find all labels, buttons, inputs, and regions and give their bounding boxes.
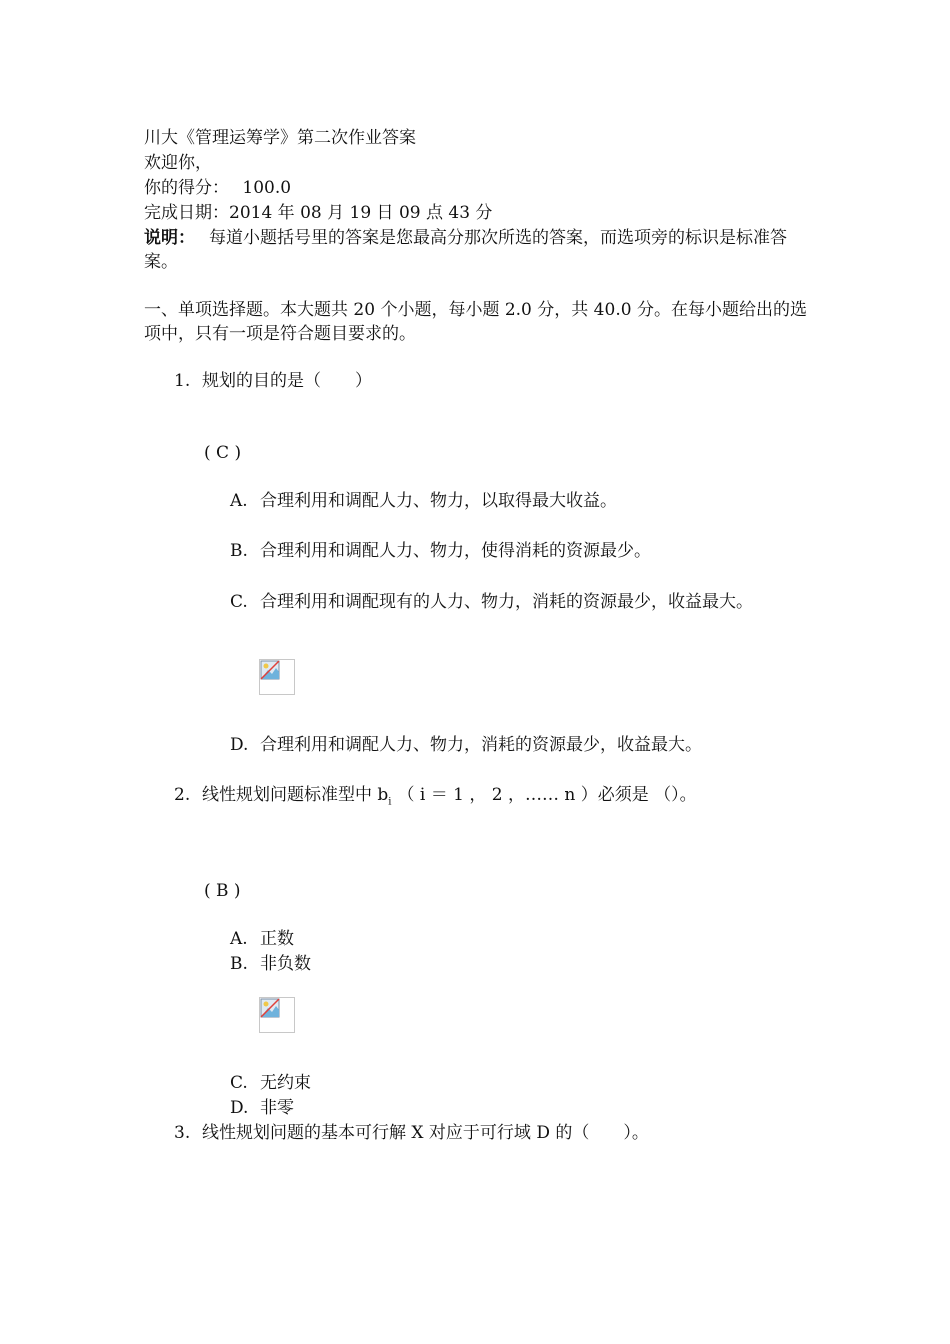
document-title: 川大《管理运筹学》第二次作业答案 <box>144 128 416 148</box>
broken-image-icon <box>259 659 295 695</box>
option-text: 非负数 <box>260 954 311 974</box>
option-letter: C. <box>230 1073 248 1093</box>
note-paragraph <box>144 226 812 274</box>
option-text: 合理利用和调配现有的人力、物力，消耗的资源最少，收益最大。 <box>260 592 753 612</box>
selected-answer-1: ( C ) <box>204 443 242 463</box>
note-text: 每道小题括号里的答案是您最高分那次所选的答案，而选项旁的标识是标准答案。 <box>144 228 787 272</box>
option-2a <box>230 927 294 951</box>
option-letter: B. <box>230 541 248 561</box>
question-number: 2. <box>174 785 191 805</box>
question-1 <box>174 369 372 393</box>
option-letter: C. <box>230 592 248 612</box>
option-2b <box>230 952 311 976</box>
score-value: 100.0 <box>242 178 292 198</box>
question-text-rest: （ i ＝ 1 ， 2 ，…… n ）必须是 （）。 <box>397 785 697 805</box>
option-letter: A. <box>230 929 248 949</box>
question-2 <box>174 783 697 814</box>
option-2c <box>230 1071 311 1095</box>
selected-answer-2: ( B ) <box>204 881 241 901</box>
option-text: 正数 <box>260 929 294 949</box>
note-label: 说明： <box>144 228 195 248</box>
option-letter: B. <box>230 954 248 974</box>
question-text: 线性规划问题的基本可行解 X 对应于可行域 D 的（ ）。 <box>202 1123 649 1143</box>
option-letter: D. <box>230 1098 249 1118</box>
question-text: 规划的目的是（ ） <box>202 371 372 391</box>
option-text: 合理利用和调配人力、物力，消耗的资源最少，收益最大。 <box>260 735 702 755</box>
option-letter: D. <box>230 735 249 755</box>
option-text: 合理利用和调配人力、物力，使得消耗的资源最少。 <box>260 541 651 561</box>
broken-image-icon <box>259 997 295 1033</box>
option-text: 合理利用和调配人力、物力，以取得最大收益。 <box>260 491 617 511</box>
option-1b <box>230 539 651 563</box>
option-letter: A. <box>230 491 248 511</box>
question-number: 1. <box>174 371 191 391</box>
option-text: 非零 <box>260 1098 294 1118</box>
welcome-text: 欢迎你， <box>144 153 212 173</box>
question-number: 3. <box>174 1123 191 1143</box>
option-2d <box>230 1096 294 1120</box>
score-line <box>144 176 291 200</box>
section-heading: 一、单项选择题。本大题共 20 个小题，每小题 2.0 分，共 40.0 分。在每小题给出的选项中，只有一项是符合题目要求的。 <box>144 300 807 344</box>
question-text-subscript: i <box>388 796 392 808</box>
option-text: 无约束 <box>260 1073 311 1093</box>
option-1c <box>230 590 753 614</box>
option-1a <box>230 489 617 513</box>
question-3 <box>174 1121 649 1145</box>
score-label: 你的得分： <box>144 178 229 198</box>
completion-date: 完成日期：2014 年 08 月 19 日 09 点 43 分 <box>144 203 493 223</box>
question-text: 线性规划问题标准型中 b <box>202 785 389 805</box>
option-1d <box>230 733 702 757</box>
